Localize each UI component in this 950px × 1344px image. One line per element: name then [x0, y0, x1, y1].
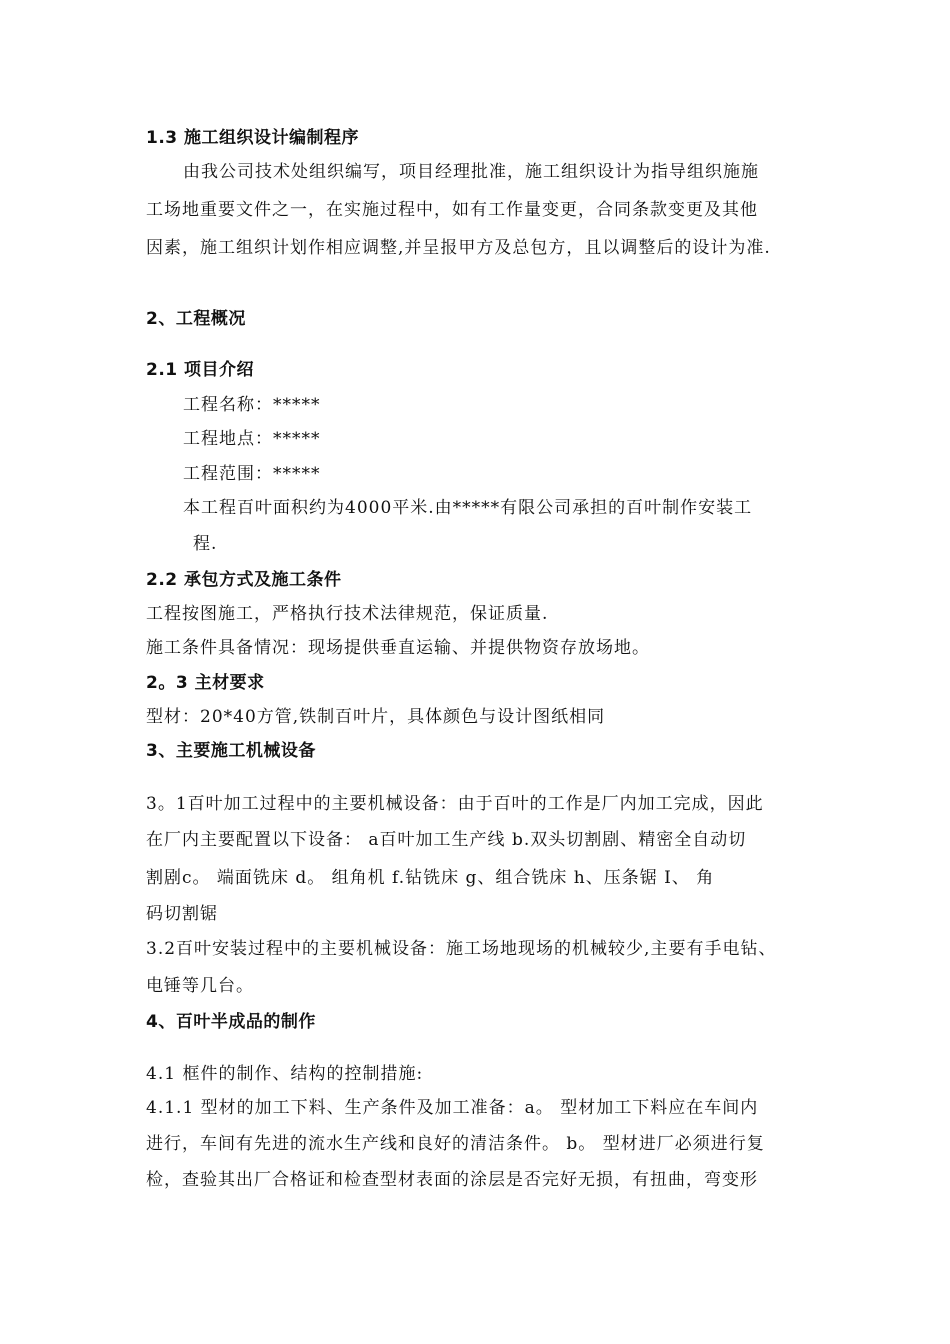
paragraph-line: 4.1.1 型材的加工下料、生产条件及加工准备：a。 型材加工下料应在车间内 — [146, 1098, 759, 1118]
paragraph-line: 工场地重要文件之一，在实施过程中，如有工作量变更，合同条款变更及其他 — [146, 200, 758, 220]
paragraph-line: 进行，车间有先进的流水生产线和良好的清洁条件。 b。 型材进厂必须进行复 — [146, 1134, 765, 1154]
project-description-cont: 程. — [193, 534, 218, 554]
paragraph-line: 码切割锯 — [146, 904, 218, 924]
project-scope: 工程范围：***** — [183, 464, 321, 484]
paragraph-line: 电锤等几台。 — [146, 976, 254, 996]
paragraph-line: 在厂内主要配置以下设备： a百叶加工生产线 b.双头切割剧、精密全自动切 — [146, 830, 747, 850]
paragraph-line: 由我公司技术处组织编写，项目经理批准，施工组织设计为指导组织施施 — [183, 162, 759, 182]
paragraph-line: 3.2百叶安装过程中的主要机械设备：施工场地现场的机械较少,主要有手电钻、 — [146, 939, 777, 959]
heading-2: 2、工程概况 — [146, 309, 246, 329]
heading-2-2: 2.2 承包方式及施工条件 — [146, 570, 342, 590]
project-description: 本工程百叶面积约为4000平米.由*****有限公司承担的百叶制作安装工 — [183, 498, 753, 518]
heading-2-1: 2.1 项目介绍 — [146, 360, 255, 380]
project-name: 工程名称：***** — [183, 395, 321, 415]
paragraph-line: 因素，施工组织计划作相应调整,并呈报甲方及总包方，且以调整后的设计为准. — [146, 238, 771, 258]
paragraph-line: 检，查验其出厂合格证和检查型材表面的涂层是否完好无损，有扭曲，弯变形 — [146, 1170, 758, 1190]
paragraph-line: 割剧c。 端面铣床 d。 组角机 f.钻铣床 g、组合铣床 h、压条锯 I、 角 — [146, 868, 715, 888]
heading-3: 3、主要施工机械设备 — [146, 741, 316, 761]
paragraph-line: 4.1 框件的制作、结构的控制措施: — [146, 1064, 424, 1084]
heading-2-3: 2。3 主材要求 — [146, 673, 265, 693]
paragraph-line: 工程按图施工，严格执行技术法律规范，保证质量. — [146, 604, 549, 624]
paragraph-line: 型材：20*40方管,铁制百叶片，具体颜色与设计图纸相同 — [146, 707, 606, 727]
project-location: 工程地点：***** — [183, 429, 321, 449]
paragraph-line: 施工条件具备情况：现场提供垂直运输、并提供物资存放场地。 — [146, 638, 650, 658]
heading-4: 4、百叶半成品的制作 — [146, 1012, 316, 1032]
paragraph-line: 3。1百叶加工过程中的主要机械设备：由于百叶的工作是厂内加工完成，因此 — [146, 794, 764, 814]
heading-1-3: 1.3 施工组织设计编制程序 — [146, 128, 360, 148]
